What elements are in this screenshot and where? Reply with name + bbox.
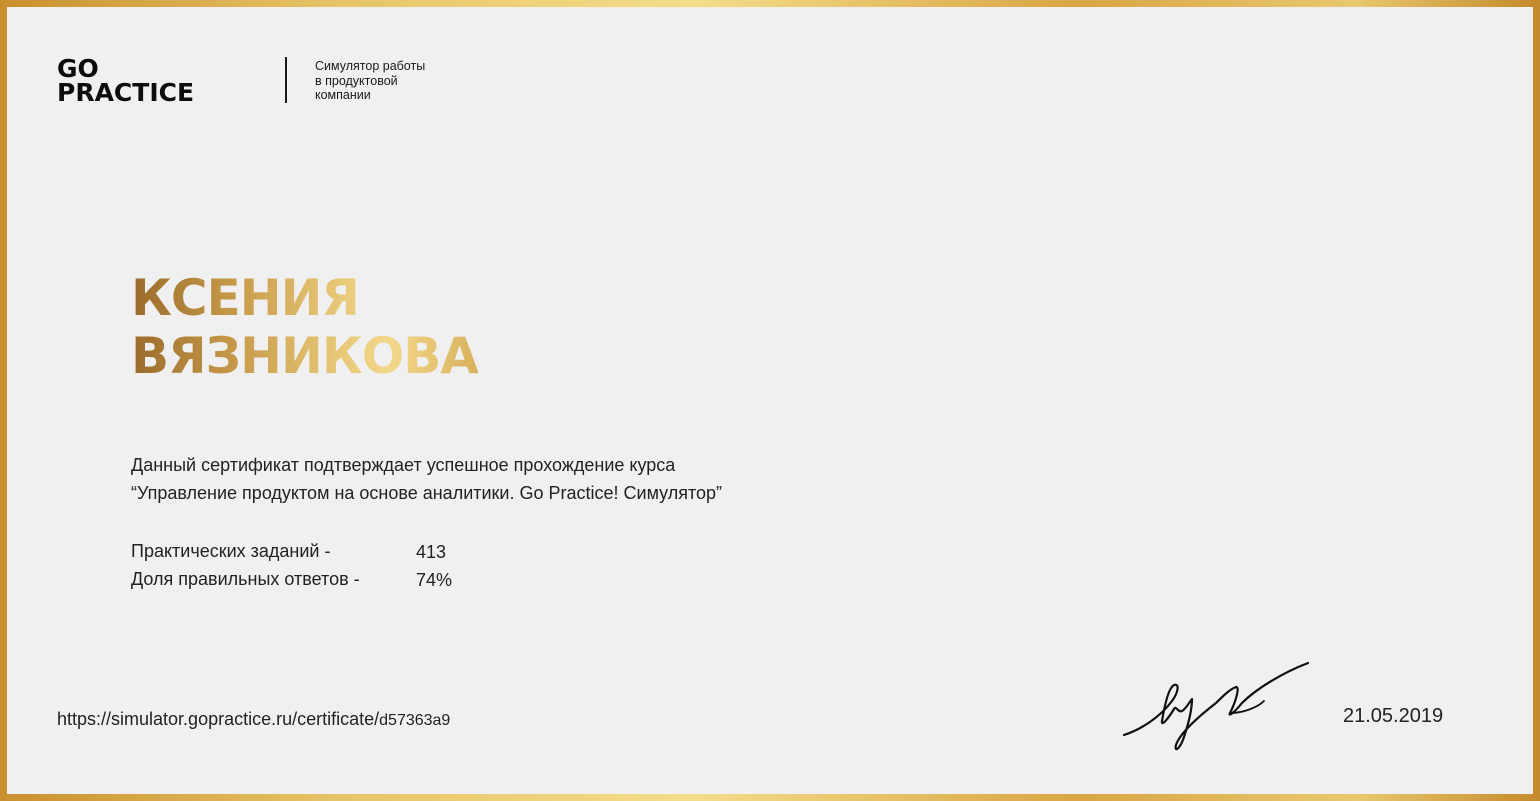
certificate-course-name: “Управление продуктом на основе аналитики. Go Practice! Симулятор” <box>131 483 723 503</box>
logo-tagline <box>315 59 465 103</box>
tagline-line-3: компании <box>315 88 371 102</box>
gopractice-logo <box>57 54 195 107</box>
certificate-url[interactable] <box>57 709 450 730</box>
certificate-line-1: Данный сертификат подтверждает успешное прохождение курса <box>131 455 676 475</box>
certificate-url-hash[interactable]: d57363a9 <box>379 712 451 729</box>
stat-label-accuracy: Доля правильных ответов - <box>131 569 360 589</box>
recipient-last-name: ВЯЗНИКОВА <box>131 327 479 385</box>
logo-line-practice: PRACTICE <box>57 78 195 107</box>
stat-value-tasks: 413 <box>416 542 447 562</box>
stat-value-accuracy: 74% <box>416 570 453 590</box>
recipient-first-name: КСЕНИЯ <box>131 269 359 327</box>
certificate-statement <box>131 451 722 507</box>
tagline-line-2: в продуктовой <box>315 73 398 88</box>
certificate-url-base[interactable]: https://simulator.gopractice.ru/certificate/ <box>57 709 380 729</box>
certificate-date: 21.05.2019 <box>1343 705 1444 727</box>
logo-divider <box>285 57 287 103</box>
recipient-name <box>131 269 478 385</box>
logo-line-go: GO <box>57 54 99 83</box>
stat-label-tasks: Практических заданий - <box>131 541 331 561</box>
handwritten-signature-icon <box>1112 657 1312 757</box>
certificate-sheet <box>7 7 1533 794</box>
tagline-line-1: Симулятор работы <box>315 59 426 73</box>
